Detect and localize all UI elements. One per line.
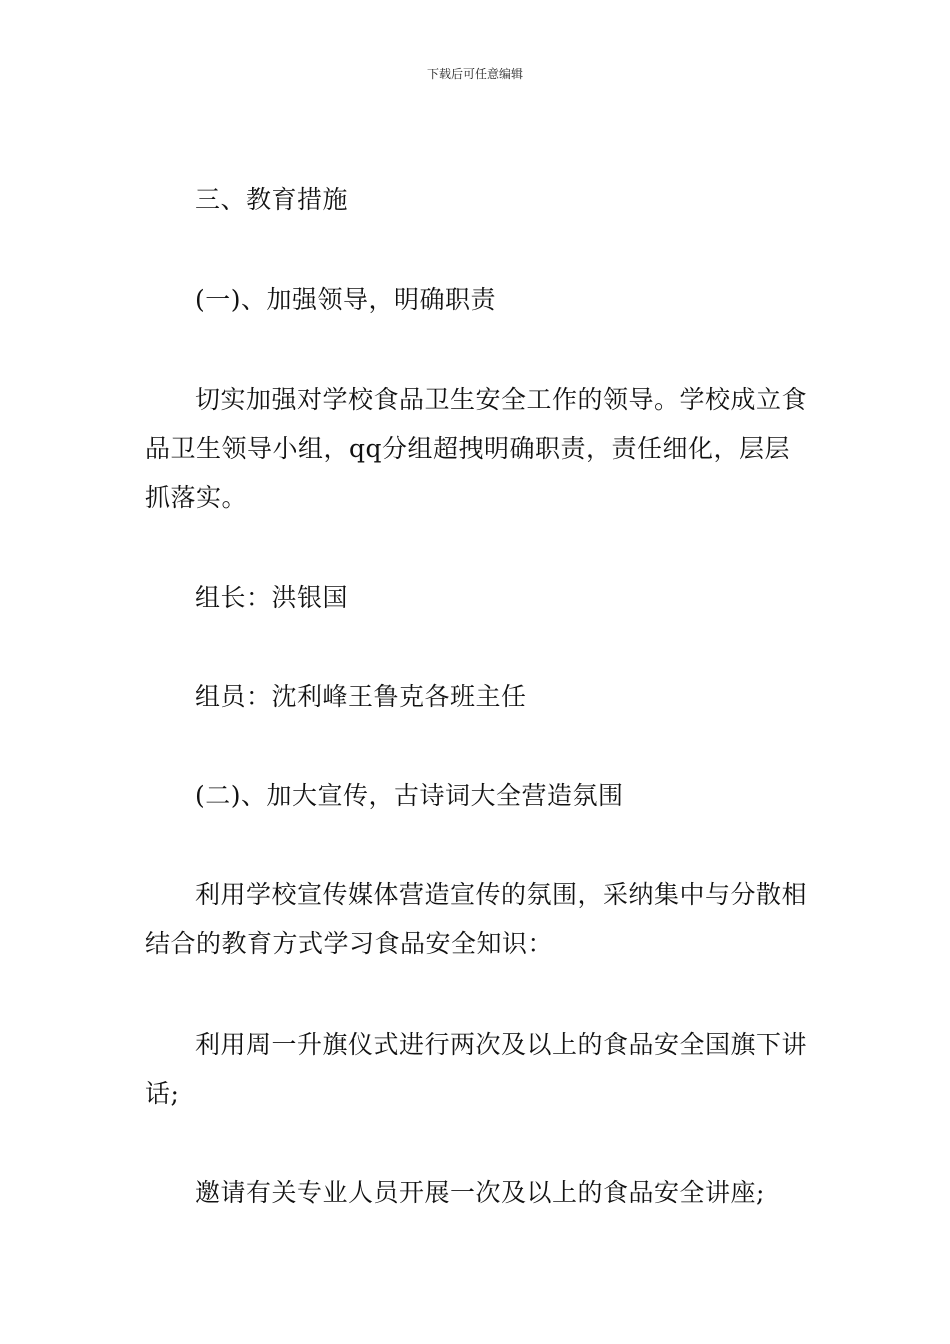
paragraph: 切实加强对学校食品卫生安全工作的领导。学校成立食品卫生领导小组，qq分组超拽明确职责，责任细化，层层抓落实。 — [145, 385, 808, 512]
page-header: 下载后可任意编辑 — [426, 67, 523, 81]
subsection-heading: (一)、加强领导，明确职责 — [195, 285, 497, 314]
paragraph: 组员：沈利峰王鲁克各班主任 — [195, 682, 527, 711]
paragraph: 利用周一升旗仪式进行两次及以上的食品安全国旗下讲话; — [145, 1030, 808, 1108]
paragraph: 组长：洪银国 — [195, 583, 349, 612]
subsection-heading: (二)、加大宣传，古诗词大全营造氛围 — [195, 781, 624, 810]
paragraph: 利用学校宣传媒体营造宣传的氛围，采纳集中与分散相结合的教育方式学习食品安全知识： — [145, 880, 808, 958]
section-heading: 三、教育措施 — [195, 185, 349, 214]
paragraph: 邀请有关专业人员开展一次及以上的食品安全讲座; — [195, 1178, 765, 1207]
